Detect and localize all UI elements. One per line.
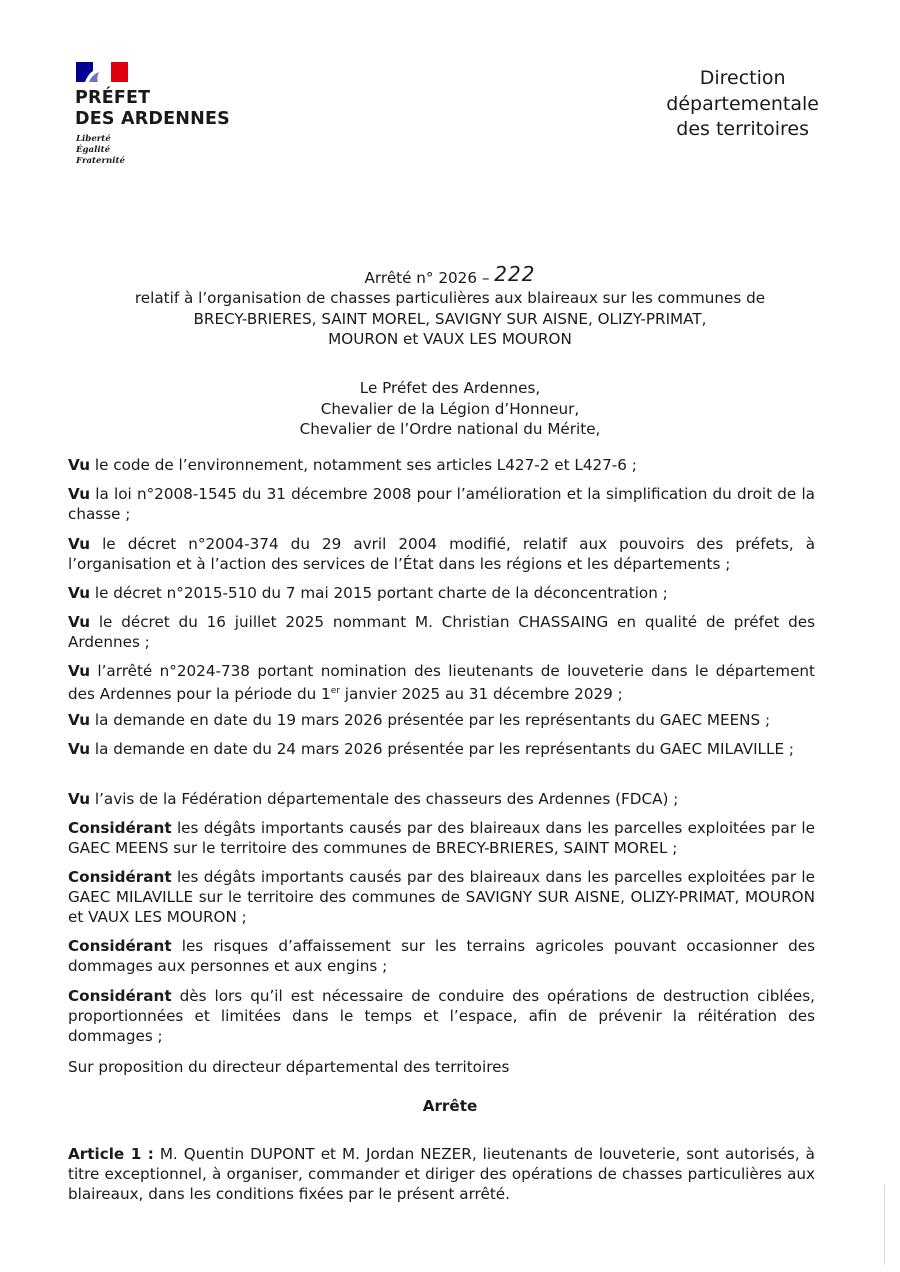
direction-line: Direction [699, 67, 786, 89]
decision-heading: Arrête [422, 1097, 478, 1115]
visa-paragraph: Vu la demande en date du 24 mars 2026 présentée par les représentants du GAEC MILAVILLE ; [68, 740, 795, 758]
visa-paragraph: Vu le décret du 16 juillet 2025 nommant M. Christian CHASSAING en qualité de préfet des Ardennes ; [68, 613, 815, 652]
direction-line: des territoires [676, 118, 809, 140]
article-text: M. Quentin DUPONT et M. Jordan NEZER, lieutenants de louveterie, sont autorisés, à titre exceptionnel, à organiser, commander et diriger des opérations de chasses particulières aux blaireaux, dans les conditions fixées par le présent arrêté. [68, 1145, 815, 1204]
article-1 [68, 1144, 815, 1205]
visa-paragraph: Vu le décret n°2004-374 du 29 avril 2004 modifié, relatif aux pouvoirs des préfets, à l’organisation et à l’action des services de l’État dans les régions et les départements ; [68, 535, 815, 574]
prefect-line: Chevalier de l’Ordre national du Mérite, [299, 420, 601, 438]
subject-line: relatif à l’organisation de chasses particulières aux blaireaux sur les communes de [134, 289, 766, 307]
considerant-paragraph: Considérant dès lors qu’il est nécessaire de conduire des opérations de destruction ciblées, proportionnées et limitées dans le temps et l’espace, afin de prévenir la réitération des dommages ; [68, 987, 815, 1046]
visa-paragraph: Vu la loi n°2008-1545 du 31 décembre 2008 pour l’amélioration et la simplification du droit de la chasse ; [68, 485, 815, 524]
prefect-line: Chevalier de la Légion d’Honneur, [320, 399, 580, 418]
proposal-paragraph: Sur proposition du directeur départemental des territoires [68, 1058, 510, 1076]
article-label: Article 1 : [68, 1145, 154, 1163]
visa-paragraph: Vu l’arrêté n°2024-738 portant nomination des lieutenants de louveterie dans le département des Ardennes pour la période du 1er janvier 2025 au 31 décembre 2029 ; [68, 662, 815, 704]
subject-line: BRECY-BRIERES, SAINT MOREL, SAVIGNY SUR AISNE, OLIZY-PRIMAT, [193, 309, 707, 328]
republic-motto [76, 134, 125, 167]
motto-line: Fraternité [76, 156, 125, 166]
handwritten-number: 222 [494, 262, 536, 286]
direction-line: départementale [666, 92, 819, 115]
motto-line: Égalité [76, 145, 111, 155]
subject-line: MOURON et VAUX LES MOURON [328, 330, 572, 348]
marianne-flag-icon [76, 62, 128, 82]
prefet-line: PRÉFET [75, 88, 151, 108]
direction-heading [666, 66, 819, 143]
prefet-line: DES ARDENNES [75, 109, 230, 129]
prefect-line: Le Préfet des Ardennes, [359, 379, 541, 397]
visa-paragraph: Vu le décret n°2015-510 du 7 mai 2015 portant charte de la déconcentration ; [68, 584, 668, 602]
considerant-paragraph: Considérant les risques d’affaissement sur les terrains agricoles pouvant occasionner des dommages aux personnes et aux engins ; [68, 937, 815, 976]
scan-artifact-line [884, 1185, 885, 1265]
prefecture-name [75, 88, 230, 130]
arrete-subject [0, 288, 900, 350]
considerant-paragraph: Considérant les dégâts importants causés par des blaireaux dans les parcelles exploitées par le GAEC MEENS sur le territoire des communes de BRECY-BRIERES, SAINT MOREL ; [68, 819, 815, 858]
arrete-number-line [0, 262, 900, 287]
considerant-paragraph: Considérant les dégâts importants causés par des blaireaux dans les parcelles exploitées par le GAEC MILAVILLE sur le territoire des communes de SAVIGNY SUR AISNE, OLIZY-PRIMAT, MOURON et VAUX LES MOURON ; [68, 868, 815, 927]
motto-line: Liberté [76, 134, 111, 144]
visa-paragraph: Vu la demande en date du 19 mars 2026 présentée par les représentants du GAEC MEENS ; [68, 711, 771, 729]
visa-paragraph: Vu l’avis de la Fédération départementale des chasseurs des Ardennes (FDCA) ; [68, 790, 679, 808]
visa-paragraph: Vu le code de l’environnement, notamment ses articles L427-2 et L427-6 ; [68, 456, 637, 474]
arrete-label: Arrêté n° 2026 – [364, 269, 490, 287]
prefect-titles [0, 378, 900, 440]
